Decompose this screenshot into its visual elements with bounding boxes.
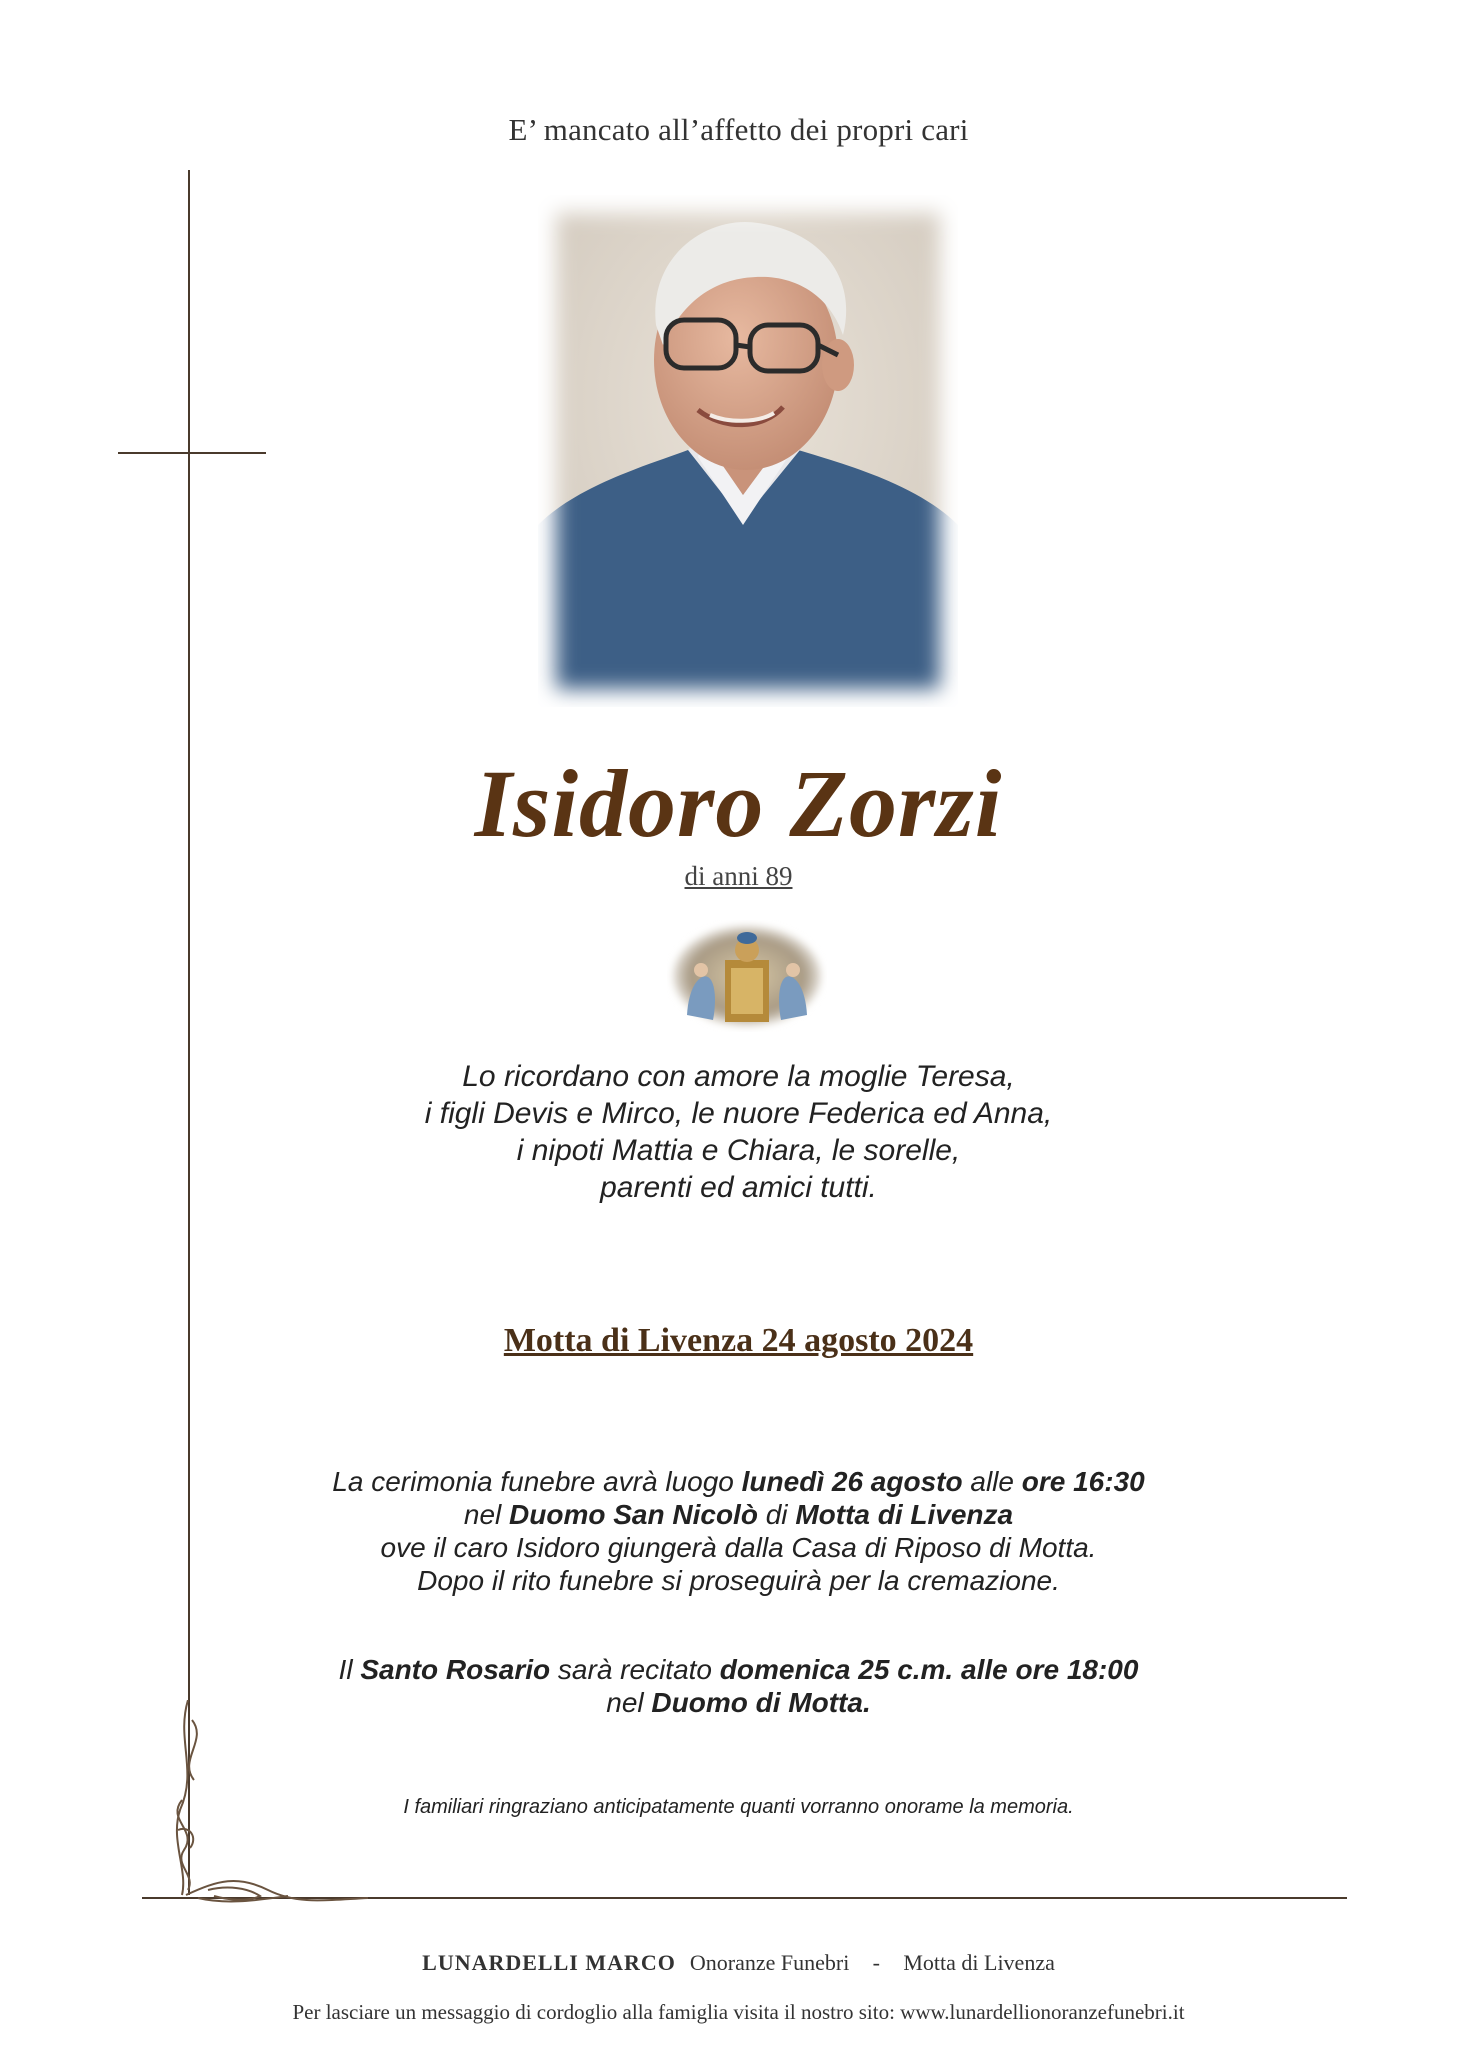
ceremony-line: ove il caro Isidoro giungerà dalla Casa di Riposo di Motta. xyxy=(380,1532,1097,1563)
footer-separator: - xyxy=(872,1950,880,1975)
date-place-text: Motta di Livenza 24 agosto 2024 xyxy=(503,1322,974,1359)
family-message xyxy=(0,1058,1477,1206)
footer-city: Motta di Livenza xyxy=(903,1950,1055,1975)
deceased-age xyxy=(0,861,1477,892)
ceremony-line: La cerimonia funebre avrà luogo lunedì 26 agosto alle ore 16:30 xyxy=(332,1466,1145,1497)
footer-website-message: Per lasciare un messaggio di cordoglio alla famiglia visita il nostro sito: www.lunardellionoranzefunebri.it xyxy=(292,2000,1185,2024)
funeral-home-name: LUNARDELLI MARCO xyxy=(422,1950,676,1975)
family-line: Lo ricordano con amore la moglie Teresa, xyxy=(462,1060,1015,1093)
footer-brand-line xyxy=(0,1950,1477,1976)
rosary-line: nel Duomo di Motta. xyxy=(606,1687,871,1718)
funeral-service: Onoranze Funebri xyxy=(689,1950,850,1975)
intro-text: E’ mancato all’affetto dei propri cari xyxy=(508,112,969,147)
age-text: di anni 89 xyxy=(684,861,793,891)
ceremony-line: Dopo il rito funebre si proseguirà per la cremazione. xyxy=(417,1565,1060,1596)
rosary-line: Il Santo Rosario sarà recitato domenica 25 c.m. alle ore 18:00 xyxy=(338,1654,1139,1685)
deceased-name: Isidoro Zorzi xyxy=(474,750,1003,857)
cross-horizontal-line xyxy=(118,452,266,454)
ceremony-line: nel Duomo San Nicolò di Motta di Livenza xyxy=(463,1499,1014,1530)
ceremony-info xyxy=(0,1465,1477,1597)
portrait-photo xyxy=(538,195,958,707)
family-line: parenti ed amici tutti. xyxy=(600,1171,877,1204)
family-line: i nipoti Mattia e Chiara, le sorelle, xyxy=(516,1134,961,1167)
madonna-icon xyxy=(667,920,827,1032)
thanks-text: I familiari ringraziano anticipatamente quanti vorranno onorame la memoria. xyxy=(403,1796,1074,1818)
family-line: i figli Devis e Mirco, le nuore Federica ed Anna, xyxy=(424,1097,1053,1130)
rosary-info xyxy=(0,1653,1477,1719)
date-place xyxy=(0,1322,1477,1360)
cross-vertical-line xyxy=(188,170,190,1895)
